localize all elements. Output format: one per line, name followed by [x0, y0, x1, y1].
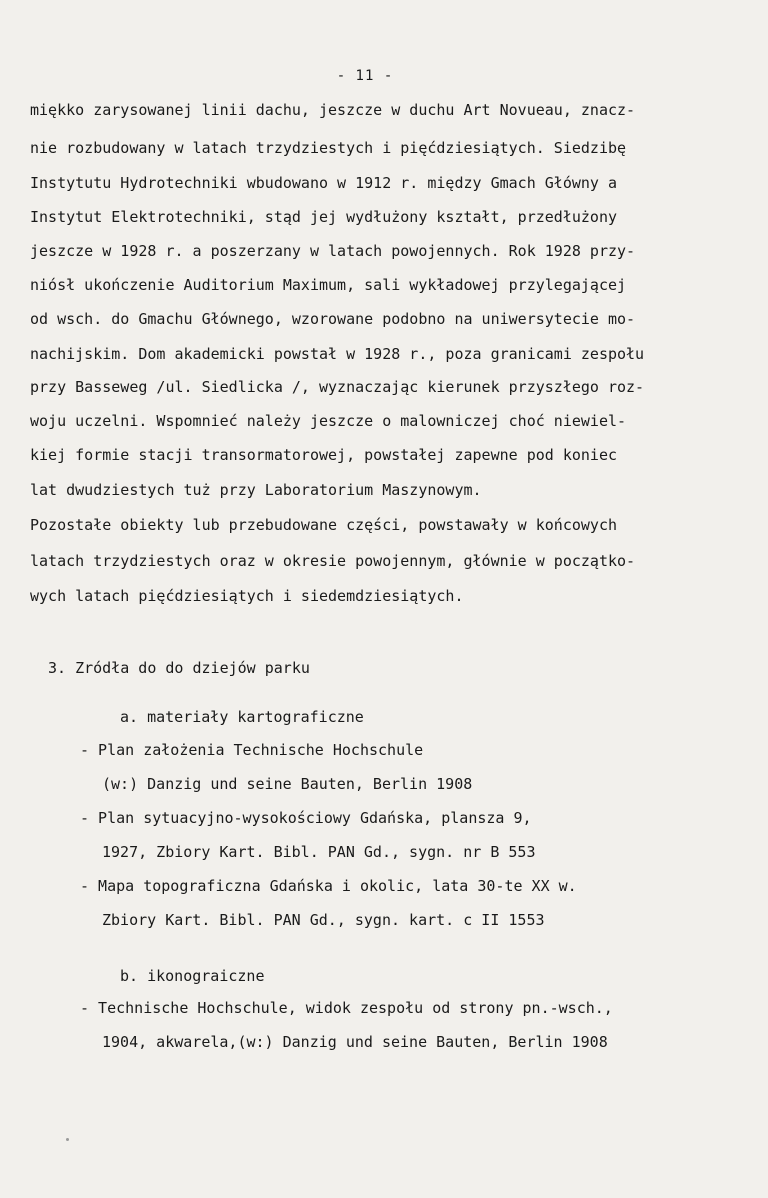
list-item-continuation: Zbiory Kart. Bibl. PAN Gd., sygn. kart. c II 1553 [102, 911, 545, 929]
list-item: - Plan założenia Technische Hochschule [80, 741, 424, 759]
body-line: przy Basseweg /ul. Siedlicka /, wyznaczając kierunek przyszłego roz- [30, 378, 645, 396]
body-line: nie rozbudowany w latach trzydziestych i pięćdziesiątych. Siedzibę [30, 139, 627, 157]
body-line: nachijskim. Dom akademicki powstał w 1928 r., poza granicami zespołu [30, 345, 645, 363]
subsection-heading-cartographic: a. materiały kartograficzne [120, 708, 364, 726]
body-line: kiej formie stacji transormatorowej, powstałej zapewne pod koniec [30, 446, 617, 464]
body-line: lat dwudziestych tuż przy Laboratorium Maszynowym. [30, 481, 482, 499]
list-item-continuation: 1904, akwarela,(w:) Danzig und seine Bauten, Berlin 1908 [102, 1033, 608, 1051]
section-heading: 3. Zródła do do dziejów parku [48, 659, 310, 677]
list-item: - Technische Hochschule, widok zespołu od strony pn.-wsch., [80, 999, 613, 1017]
paper-speck [66, 1138, 69, 1141]
list-item: - Plan sytuacyjno-wysokościowy Gdańska, plansza 9, [80, 809, 532, 827]
page-number: - 11 - [336, 68, 394, 84]
body-line: jeszcze w 1928 r. a poszerzany w latach powojennych. Rok 1928 przy- [30, 242, 636, 260]
body-line: niósł ukończenie Auditorium Maximum, sali wykładowej przylegającej [30, 276, 627, 294]
body-line: woju uczelni. Wspomnieć należy jeszcze o malowniczej choć niewiel- [30, 412, 627, 430]
list-item-continuation: 1927, Zbiory Kart. Bibl. PAN Gd., sygn. nr B 553 [102, 843, 536, 861]
body-line: Pozostałe obiekty lub przebudowane części, powstawały w końcowych [30, 516, 617, 534]
body-line: Instytutu Hydrotechniki wbudowano w 1912 r. między Gmach Główny a [30, 174, 617, 192]
list-item-continuation: (w:) Danzig und seine Bauten, Berlin 1908 [102, 775, 473, 793]
list-item: - Mapa topograficzna Gdańska i okolic, lata 30-te XX w. [80, 877, 577, 895]
body-line: miękko zarysowanej linii dachu, jeszcze w duchu Art Novueau, znacz- [30, 101, 636, 119]
body-line: wych latach pięćdziesiątych i siedemdziesiątych. [30, 587, 464, 605]
body-line: Instytut Elektrotechniki, stąd jej wydłużony kształt, przedłużony [30, 208, 617, 226]
body-line: od wsch. do Gmachu Głównego, wzorowane podobno na uniwersytecie mo- [30, 310, 636, 328]
subsection-heading-iconographic: b. ikonograiczne [120, 967, 265, 985]
body-line: latach trzydziestych oraz w okresie powojennym, głównie w początko- [30, 552, 636, 570]
